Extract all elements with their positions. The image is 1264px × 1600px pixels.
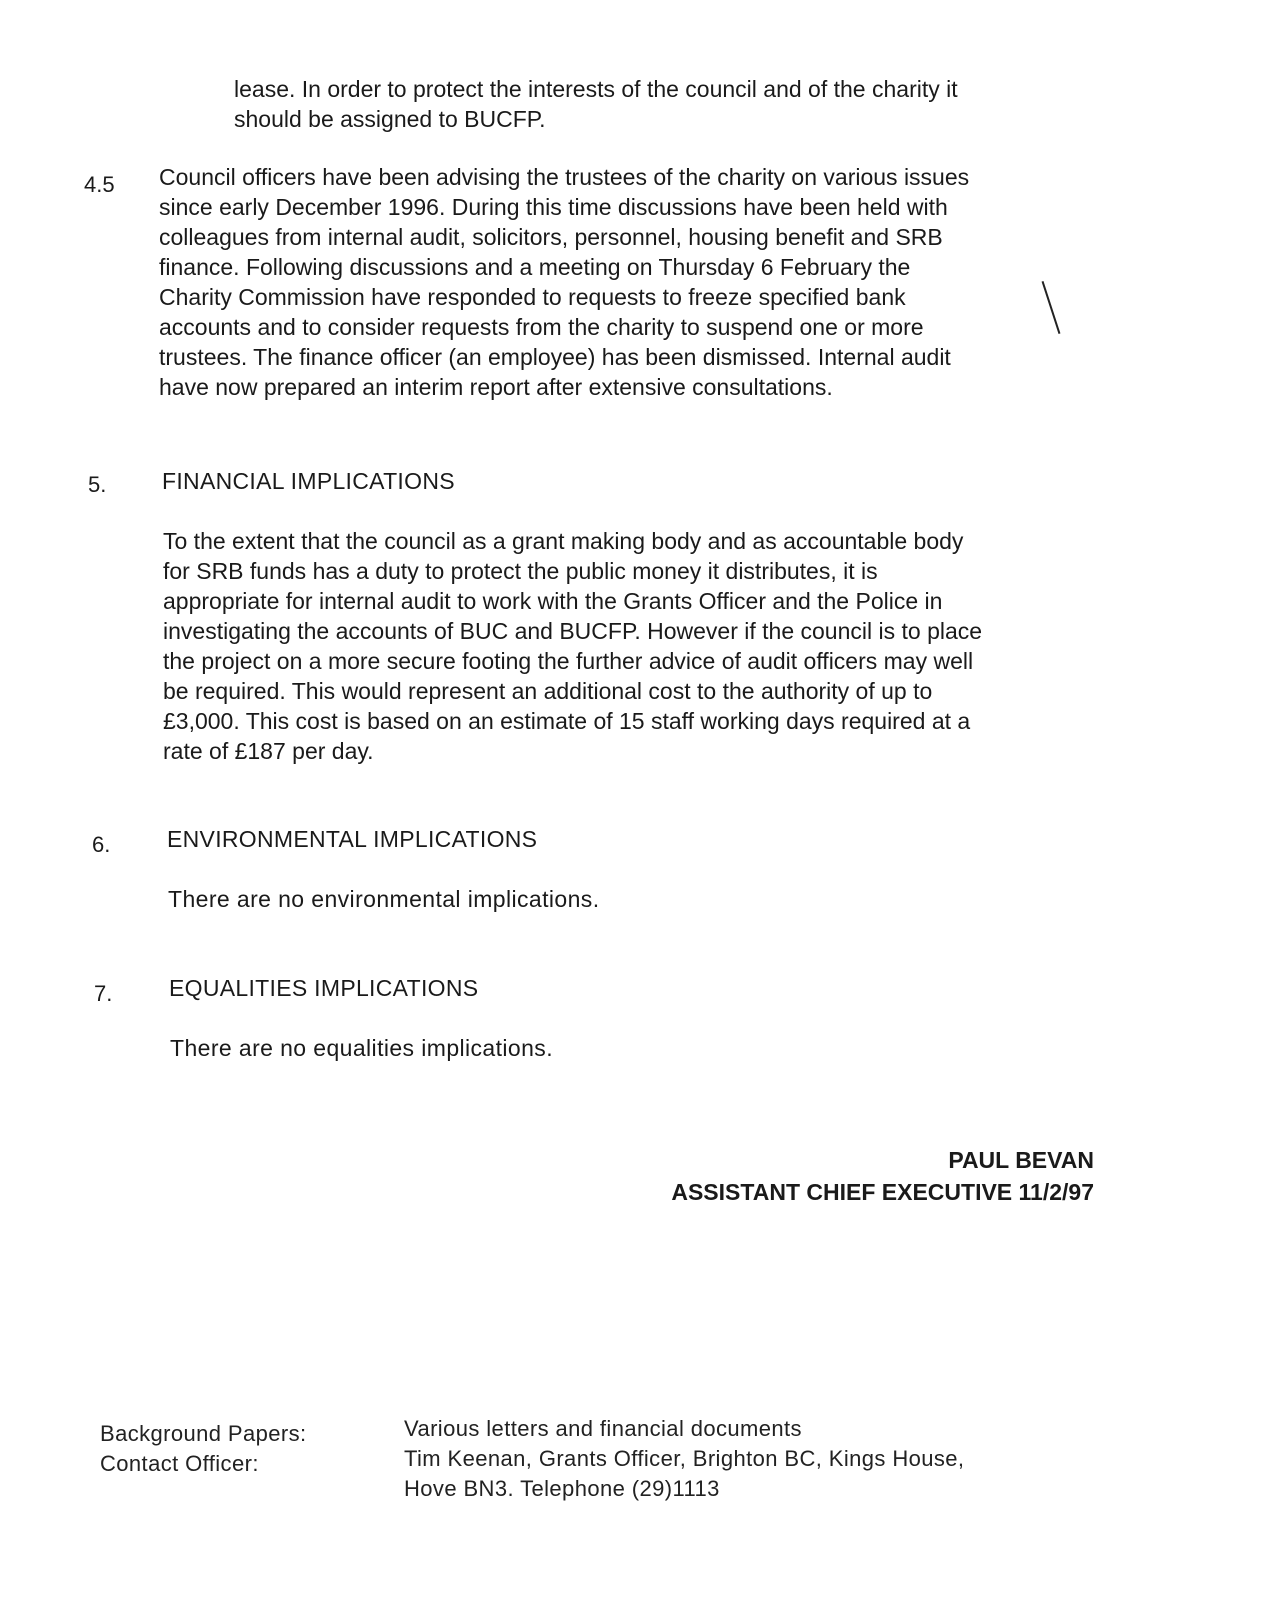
section-number: 6. [92,832,111,857]
contact-officer-line: Tim Keenan, Grants Officer, Brighton BC, Kings House, [404,1446,965,1471]
background-papers-label: Background Papers: [100,1421,307,1446]
paragraph-number: 4.5 [84,172,115,197]
text-line: finance. Following discussions and a meeting on Thursday 6 February the [159,254,911,280]
section-heading: ENVIRONMENTAL IMPLICATIONS [167,826,538,852]
footer-values [404,1414,964,1504]
section-number: 7. [94,981,113,1006]
text-line: rate of £187 per day. [163,738,374,764]
text-line: To the extent that the council as a grant making body and as accountable body [163,528,964,554]
section-number: 5. [88,472,107,497]
section-heading: FINANCIAL IMPLICATIONS [162,468,455,494]
text-line: since early December 1996. During this time discussions have been held with [159,194,948,220]
footer-labels [100,1419,307,1479]
signatory-title: ASSISTANT CHIEF EXECUTIVE 11/2/97 [671,1179,1094,1205]
text-line: appropriate for internal audit to work with the Grants Officer and the Police in [163,588,943,614]
section-text: There are no equalities implications. [170,1035,553,1061]
contact-officer-label: Contact Officer: [100,1451,259,1476]
text-line: accounts and to consider requests from the charity to suspend one or more [159,314,924,340]
margin-annotation-stroke [1042,281,1061,334]
background-papers-value: Various letters and financial documents [404,1416,802,1441]
section-heading: EQUALITIES IMPLICATIONS [169,975,479,1001]
text-line: Charity Commission have responded to requests to freeze specified bank [159,284,906,310]
paragraph-4-5 [159,162,969,402]
text-line: Council officers have been advising the trustees of the charity on various issues [159,164,970,190]
text-line: colleagues from internal audit, solicitors, personnel, housing benefit and SRB [159,224,943,250]
section-text: There are no environmental implications. [168,886,600,912]
text-line: investigating the accounts of BUC and BUCFP. However if the council is to place [163,618,983,644]
section-5-paragraph [163,526,982,766]
text-line: be required. This would represent an additional cost to the authority of up to [163,678,933,704]
text-line: have now prepared an interim report after extensive consultations. [159,374,833,400]
text-line: trustees. The finance officer (an employee) has been dismissed. Internal audit [159,344,951,370]
contact-officer-line: Hove BN3. Telephone (29)1113 [404,1476,720,1501]
text-line: should be assigned to BUCFP. [234,106,546,132]
text-line: for SRB funds has a duty to protect the public money it distributes, it is [163,558,878,584]
signature-block [671,1144,1094,1208]
continuation-paragraph [234,74,958,134]
text-line: the project on a more secure footing the further advice of audit officers may well [163,648,974,674]
text-line: £3,000. This cost is based on an estimate of 15 staff working days required at a [163,708,971,734]
signatory-name: PAUL BEVAN [948,1147,1094,1173]
text-line: lease. In order to protect the interests of the council and of the charity it [234,76,958,102]
